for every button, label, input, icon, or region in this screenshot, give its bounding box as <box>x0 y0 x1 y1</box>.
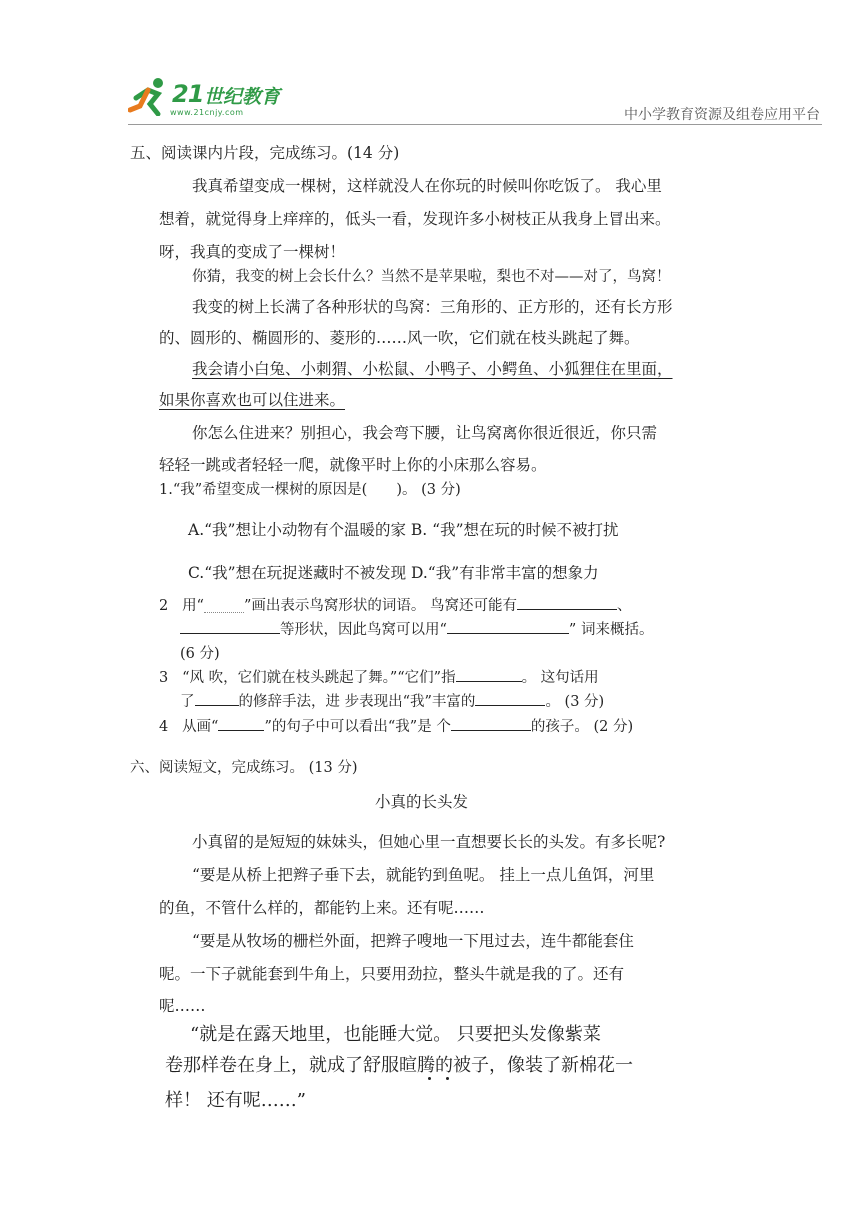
site-logo <box>128 74 288 120</box>
passage-line: 你猜，我变的树上会长什么？当然不是苹果啦，梨也不对——对了，鸟窝！ <box>192 269 671 285</box>
q2-score: (6 分) <box>180 646 220 662</box>
wavy-line-mark <box>204 600 244 613</box>
answer-blank[interactable] <box>451 715 531 731</box>
passage-line: 卷那样卷在身上，就成了舒服暄腾的被子，像装了新棉花一 <box>165 1055 633 1076</box>
passage-line: 小真留的是短短的妹妹头，但她心里一直想要长长的头发。有多长呢? <box>192 833 666 851</box>
question-number: 3 <box>159 670 169 686</box>
underlined-sentence: 我会请小白兔、小刺猬、小松鼠、小鸭子、小鳄鱼、小狐狸住在里面， <box>192 360 673 378</box>
runner-icon <box>128 76 170 116</box>
answer-blank[interactable] <box>456 666 522 682</box>
header-divider <box>128 124 822 125</box>
passage-line: “就是在露天地里，也能睡大觉。 只要把头发像紫菜 <box>190 1024 601 1045</box>
section5-heading: 五、阅读课内片段，完成练习。(14 分) <box>130 144 400 162</box>
question-2-cont: 等形状，因此鸟窝可以用“ ” 词来概括。 <box>180 618 653 639</box>
question-3: 3 “风 吹，它们就在枝头跳起了舞。”“它们”指 。 这句话用 <box>159 666 599 687</box>
passage-line: “要是从桥上把辫子垂下去，就能钓到鱼呢。 挂上一点儿鱼饵，河里 <box>192 866 655 884</box>
underlined-sentence: 如果你喜欢也可以住进来。 <box>159 391 346 409</box>
logo-number: 21 <box>172 80 204 108</box>
logo-text: 世纪教育 <box>204 86 281 108</box>
question-number: 2 <box>159 598 169 614</box>
q1-options-ab: A.“我”想让小动物有个温暖的家 B. “我”想在玩的时候不被打扰 <box>188 521 619 539</box>
answer-blank[interactable] <box>180 618 280 634</box>
answer-blank[interactable] <box>218 715 264 731</box>
passage-line: 我真希望变成一棵树，这样就没人在你玩的时候叫你吃饭了。 我心里 <box>192 177 662 195</box>
question-3-cont: 了 的修辞手法，进 步表现出“我”丰富的 。 (3 分) <box>180 690 604 711</box>
logo-url: www.21cnjy.com <box>170 108 244 117</box>
question-1: 1.“我”希望变成一棵树的原因是( )。 (3 分) <box>159 482 461 498</box>
passage-line: 样！ 还有呢……” <box>165 1090 306 1111</box>
passage-line: 想着，就觉得身上痒痒的，低头一看，发现许多小树枝正从我身上冒出来。 <box>159 210 671 228</box>
emphasis-dot <box>428 1077 431 1080</box>
passage-line: 的、圆形的、椭圆形的、菱形的……风一吹，它们就在枝头跳起了舞。 <box>159 329 640 347</box>
question-2: 2 用“ ”画出表示鸟窝形状的词语。 鸟窝还可能有 、 <box>159 594 632 615</box>
passage-line: 呀，我真的变成了一棵树！ <box>159 243 346 261</box>
answer-blank[interactable] <box>447 618 569 634</box>
passage-line: 轻轻一跳或者轻轻一爬，就像平时上你的小床那么容易。 <box>159 456 547 474</box>
answer-blank[interactable] <box>195 690 239 706</box>
emphasis-dot <box>446 1077 449 1080</box>
answer-blank[interactable] <box>475 690 545 706</box>
question-number: 4 <box>159 719 169 735</box>
passage-line: 的鱼，不管什么样的，都能钓上来。还有呢…… <box>159 899 485 917</box>
platform-name: 中小学教育资源及组卷应用平台 <box>624 107 820 123</box>
passage-line: 呢…… <box>159 997 206 1015</box>
q1-options-cd: C.“我”想在玩捉迷藏时不被发现 D.“我”有非常丰富的想象力 <box>188 564 599 582</box>
passage-line: 我变的树上长满了各种形状的鸟窝：三角形的、正方形的，还有长方形 <box>192 298 673 316</box>
section6-heading: 六、阅读短文，完成练习。 (13 分) <box>130 760 358 776</box>
passage-line: “要是从牧场的栅栏外面，把辫子嗖地一下甩过去，连牛都能套住 <box>192 932 634 950</box>
answer-blank[interactable] <box>517 594 617 610</box>
passage-line: 你怎么住进来？别担心，我会弯下腰，让鸟窝离你很近很近，你只需 <box>192 424 658 442</box>
question-4: 4 从画“ ”的句子中可以看出“我”是 个 的孩子。 (2 分) <box>159 715 633 736</box>
article-title: 小真的长头发 <box>375 793 469 811</box>
passage-line: 呢。一下子就能套到牛角上，只要用劲拉，整头牛就是我的了。还有 <box>159 965 625 983</box>
